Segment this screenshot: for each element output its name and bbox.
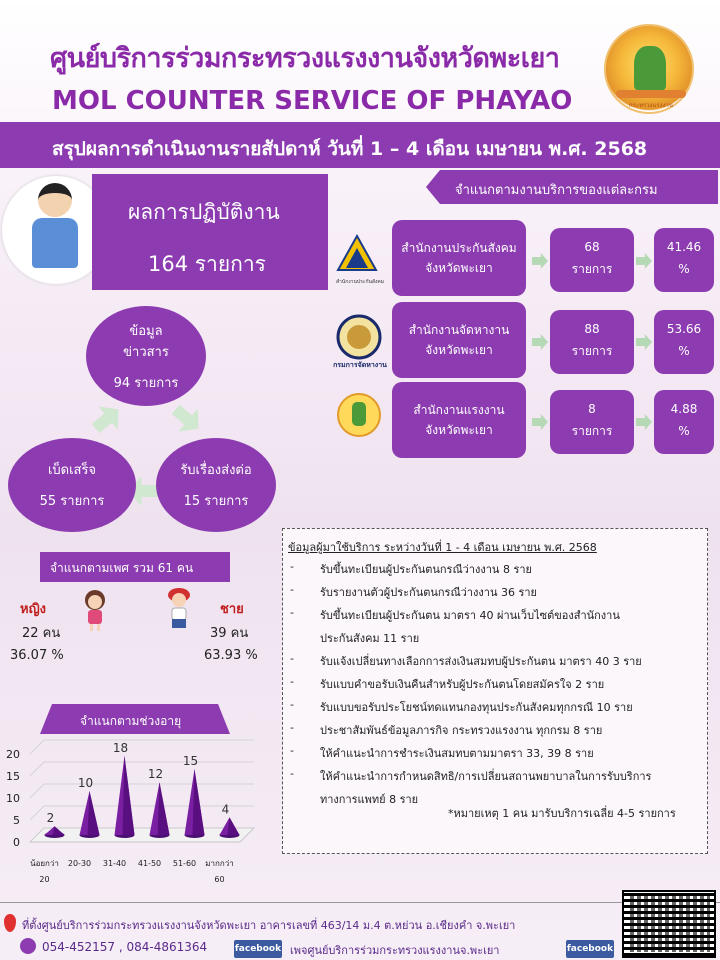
department-count-unit: รายการ (571, 344, 613, 358)
service-info-item: รับรายงานตัวผู้ประกันตนกรณีว่างงาน 36 ราย (320, 586, 537, 599)
female-label: หญิง (20, 602, 46, 617)
footer-divider (0, 902, 720, 903)
department-count: 8 (588, 402, 596, 416)
list-bullet: - (290, 606, 294, 619)
service-info-item: ให้คำแนะนำการกำหนดสิทธิ/การเปลี่ยนสถานพยาบาลในการรับบริการ (320, 770, 652, 783)
cycle-complete-label: เบ็ดเสร็จ (47, 463, 97, 478)
staff-avatar-body-icon (32, 218, 78, 268)
list-bullet: - (290, 767, 294, 780)
y-tick-label: 0 (13, 836, 20, 849)
department-box-social-security (392, 220, 526, 296)
cycle-complete-circle (8, 438, 136, 532)
department-count-box (550, 310, 634, 374)
qr-code-pattern (630, 896, 710, 952)
department-count-box (550, 228, 634, 292)
service-info-item: รับแบบขอรับประโยชน์ทดแทนกองทุนประกันสังคมทุกกรณี 10 ราย (320, 701, 633, 714)
cycle-forward-circle (156, 438, 276, 532)
chart-gridline (30, 762, 254, 776)
summary-banner-text: สรุปผลการดำเนินงานรายสัปดาห์ วันที่ 1 – 4 เดือน เมษายน พ.ศ. 2568 (52, 138, 648, 160)
title-thai: ศูนย์บริการร่วมกระทรวงแรงงานจังหวัดพะเยา (50, 43, 560, 74)
footer-facebook-page[interactable]: เพจศูนย์บริการร่วมกระทรวงแรงงานจ.พะเยา (290, 944, 500, 957)
department-percent: 4.88 (670, 402, 698, 416)
gender-header-text: จำแนกตามเพศ รวม 61 คน (50, 561, 194, 575)
x-tick-label: มากกว่า (205, 859, 234, 868)
cycle-info-circle (86, 306, 206, 406)
social-security-logo-caption: สำนักงานประกันสังคม (335, 279, 385, 285)
department-name-line2: จังหวัดพะเยา (425, 423, 493, 437)
department-count: 88 (584, 322, 600, 336)
data-label: 2 (46, 811, 55, 826)
list-bullet: - (290, 560, 294, 573)
girl-icon (80, 588, 110, 632)
employment-department-logo-icon (336, 314, 382, 360)
department-percent-unit: % (678, 344, 690, 358)
department-name-line2: จังหวัดพะเยา (425, 261, 493, 275)
service-info-item: รับแจ้งเปลี่ยนทางเลือกการส่งเงินสมทบผู้ประกันตน มาตรา 40 3 ราย (320, 655, 642, 668)
list-bullet: - (290, 675, 294, 688)
age-bar-chart (0, 738, 262, 902)
service-info-item: ประชาสัมพันธ์ข้อมูลภารกิจ กระทรวงแรงงาน ทุกกรม 8 ราย (320, 724, 603, 737)
department-percent-box (654, 228, 714, 292)
department-percent-unit: % (678, 424, 690, 438)
department-name-line1: สำนักงานจัดหางาน (408, 323, 510, 337)
department-percent: 41.46 (666, 240, 702, 254)
facebook-icon[interactable]: facebook (234, 940, 282, 958)
footer-address: ที่ตั้งศูนย์บริการร่วมกระทรวงแรงงานจังหวัดพะเยา อาคารเลขที่ 463/14 ม.4 ต.หย่วน อ.เชียงคำ จ.พะเยา (22, 919, 516, 932)
data-label: 15 (182, 754, 199, 768)
service-info-item: ให้คำแนะนำการชำระเงินสมทบตามมาตรา 33, 39 8 ราย (320, 747, 594, 760)
department-name-line2: จังหวัดพะเยา (425, 343, 493, 357)
department-percent-box (654, 390, 714, 454)
service-info-item: ประกันสังคม 11 ราย (320, 632, 420, 645)
x-tick-label: 51-60 (172, 859, 197, 868)
logo-caption: กระทรวงแรงงาน (629, 102, 673, 109)
department-count-unit: รายการ (571, 262, 613, 276)
bar-shade (228, 817, 240, 835)
list-bullet: - (290, 583, 294, 596)
service-info-item: รับแบบคำขอรับเงินคืนสำหรับผู้ประกันตนโดยสมัครใจ 2 ราย (320, 678, 605, 691)
cycle-forward-label: รับเรื่องส่งต่อ (180, 463, 252, 478)
list-bullet: - (290, 698, 294, 711)
bar-shade (158, 782, 170, 835)
data-label: 4 (221, 802, 230, 817)
x-tick-label: 20 (39, 875, 50, 884)
male-label: ชาย (220, 602, 244, 617)
cycle-info-line1: ข้อมูล (129, 323, 163, 339)
x-tick-label: 41-50 (137, 859, 162, 868)
employment-logo-caption: กรมการจัดหางาน (333, 361, 387, 369)
y-tick-label: 20 (6, 748, 20, 761)
department-count-unit: รายการ (571, 424, 613, 438)
department-percent-unit: % (678, 262, 690, 276)
service-info-title: ข้อมูลผู้มาใช้บริการ ระหว่างวันที่ 1 - 4 เดือน เมษายน พ.ศ. 2568 (288, 541, 597, 554)
phone-icon (20, 938, 36, 954)
female-percent: 36.07 % (10, 648, 64, 663)
title-english: MOL COUNTER SERVICE OF PHAYAO (52, 86, 573, 116)
department-percent-box (654, 310, 714, 374)
department-name-line1: สำนักงานประกันสังคม (401, 241, 517, 255)
y-tick-label: 5 (13, 814, 20, 827)
data-label: 18 (112, 740, 129, 755)
cycle-complete-count: 55 รายการ (39, 494, 105, 509)
department-box-employment (392, 302, 526, 378)
service-info-item: ทางการแพทย์ 8 ราย (320, 793, 419, 806)
data-label: 10 (77, 776, 94, 790)
chart-gridline (30, 740, 254, 754)
result-count: 164 รายการ (148, 252, 266, 276)
bar-shade (88, 791, 100, 835)
department-header-text: จำแนกตามงานบริการของแต่ละกรม (455, 183, 658, 198)
ministry-of-labour-logo (604, 24, 694, 114)
male-count: 39 คน (210, 626, 249, 641)
list-bullet: - (290, 744, 294, 757)
x-tick-label: 31-40 (102, 859, 127, 868)
bar-shade (123, 756, 135, 835)
facebook-icon[interactable]: facebook (566, 940, 614, 958)
chart-gridline (30, 784, 254, 798)
footer-phone: 054-452157 , 084-4861364 (42, 940, 208, 954)
list-bullet: - (290, 652, 294, 665)
service-info-item: รับขึ้นทะเบียนผู้ประกันตนกรณีว่างงาน 8 ราย (320, 563, 532, 576)
cycle-forward-count: 15 รายการ (183, 494, 249, 509)
service-note: *หมายเหตุ 1 คน มารับบริการเฉลี่ย 4-5 รายการ (448, 807, 676, 820)
cycle-info-count: 94 รายการ (113, 375, 179, 391)
department-count: 68 (584, 240, 600, 254)
age-header-text: จำแนกตามช่วงอายุ (80, 714, 182, 728)
social-security-logo-icon (334, 232, 380, 278)
x-tick-label: 20-30 (67, 859, 92, 868)
department-count-box (550, 390, 634, 454)
x-tick-label: 60 (214, 875, 225, 884)
qr-code[interactable] (622, 890, 716, 958)
x-tick-label: น้อยกว่า (30, 859, 59, 868)
boy-icon (164, 586, 194, 630)
male-percent: 63.93 % (204, 648, 258, 663)
logo-figure-icon (634, 46, 666, 90)
y-tick-label: 10 (6, 792, 20, 805)
department-name-line1: สำนักงานแรงงาน (413, 403, 505, 417)
staff-avatar-head-icon (38, 183, 72, 217)
y-tick-label: 15 (6, 770, 20, 783)
data-label: 12 (147, 767, 164, 782)
female-count: 22 คน (22, 626, 61, 641)
result-title: ผลการปฏิบัติงาน (128, 200, 280, 224)
labour-office-logo-icon (336, 392, 382, 438)
cycle-info-line2: ข่าวสาร (123, 344, 169, 360)
department-box-labour-office (392, 382, 526, 458)
chart-gridline (30, 806, 254, 820)
logo-ribbon (616, 90, 686, 98)
bar-shade (193, 769, 205, 835)
department-percent: 53.66 (666, 322, 702, 336)
list-bullet: - (290, 721, 294, 734)
service-info-item: รับขึ้นทะเบียนผู้ประกันตน มาตรา 40 ผ่านเว็บไซต์ของสำนักงาน (320, 609, 620, 622)
